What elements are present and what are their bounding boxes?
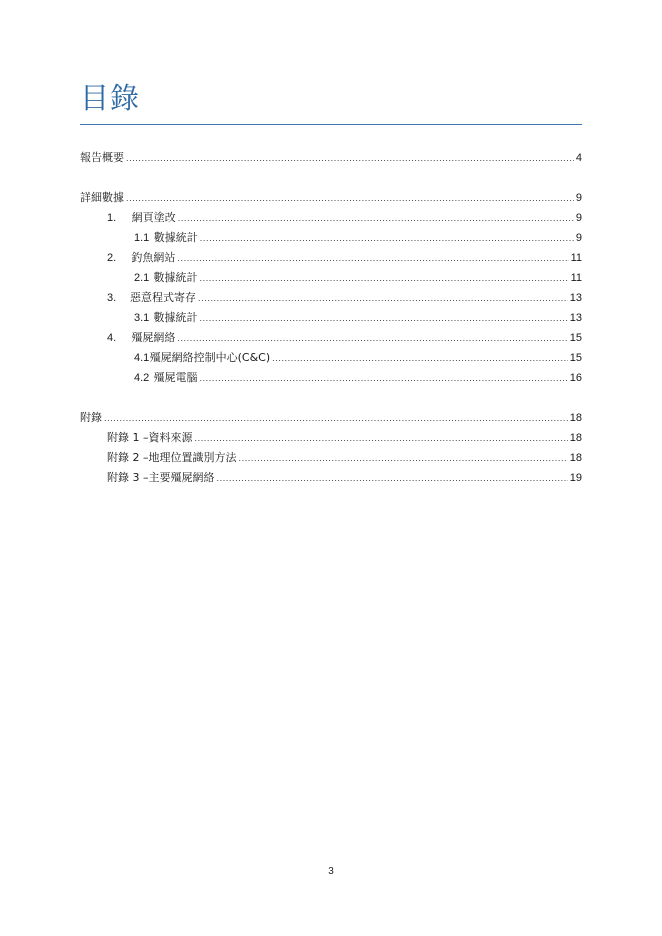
dot-leader xyxy=(177,250,568,266)
toc-entry-malware-hosting[interactable] xyxy=(107,290,582,306)
dot-leader xyxy=(217,470,568,486)
toc-entry-number: 2. xyxy=(107,252,117,264)
toc-entry-overview[interactable] xyxy=(80,150,582,166)
toc-entry-page: 11 xyxy=(570,272,582,284)
toc-entry-page: 15 xyxy=(569,332,582,344)
toc-entry-label: 數據統計 xyxy=(153,231,198,244)
toc-entry-page: 11 xyxy=(570,252,582,264)
toc-entry-number: 3.1 xyxy=(134,312,150,324)
toc-entry-appendix[interactable] xyxy=(80,410,582,426)
toc-entry-defacement[interactable] xyxy=(107,210,582,226)
toc-entry-page: 13 xyxy=(569,292,582,304)
toc-entry-label: 數據統計 xyxy=(153,271,198,284)
toc-entry-bots[interactable] xyxy=(134,370,582,386)
toc-entry-label: 殭屍網絡控制中心(C&C) xyxy=(149,351,271,364)
dot-leader xyxy=(178,210,574,226)
toc-entry-page: 18 xyxy=(569,412,582,424)
toc-entry-label: 附錄 2 –地理位置識別方法 xyxy=(107,451,237,464)
toc-entry-page: 18 xyxy=(569,452,582,464)
toc-entry-defacement-stats[interactable] xyxy=(134,230,582,246)
toc-entry-page: 15 xyxy=(569,352,582,364)
dot-leader xyxy=(199,370,567,386)
toc-entry-phishing[interactable] xyxy=(107,250,582,266)
toc-entry-appendix-2[interactable] xyxy=(107,450,582,466)
toc-entry-number: 4.1 xyxy=(134,352,150,364)
dot-leader xyxy=(200,230,574,246)
toc-entry-botnet-cc[interactable] xyxy=(134,350,582,366)
toc-heading: 目錄 xyxy=(80,81,141,115)
dot-leader xyxy=(104,410,568,426)
dot-leader xyxy=(198,290,568,306)
toc-entry-page: 9 xyxy=(575,232,582,244)
dot-leader xyxy=(126,190,574,206)
toc-entry-phishing-stats[interactable] xyxy=(134,270,582,286)
toc-entry-label: 殭屍電腦 xyxy=(153,371,198,384)
toc-entry-label: 網頁塗改 xyxy=(131,211,176,224)
toc-entry-botnet[interactable] xyxy=(107,330,582,346)
toc-entry-number: 2.1 xyxy=(134,272,150,284)
toc-entry-label: 惡意程式寄存 xyxy=(130,291,197,304)
toc-entry-page: 19 xyxy=(569,472,582,484)
toc-entry-number: 1.1 xyxy=(134,232,150,244)
heading-rule xyxy=(80,124,582,125)
dot-leader xyxy=(195,430,568,446)
toc-entry-label: 附錄 xyxy=(80,411,102,424)
toc-entry-page: 9 xyxy=(575,192,582,204)
toc-entry-number: 3. xyxy=(107,292,117,304)
toc-entry-number: 4. xyxy=(107,332,117,344)
dot-leader xyxy=(126,150,574,166)
toc-entry-number: 4.2 xyxy=(134,372,150,384)
toc-entry-number: 1. xyxy=(107,212,117,224)
dot-leader xyxy=(272,350,568,366)
toc-entry-details[interactable] xyxy=(80,190,582,206)
toc-entry-page: 4 xyxy=(575,152,582,164)
toc-entry-label: 附錄 3 –主要殭屍網絡 xyxy=(107,471,215,484)
dot-leader xyxy=(239,450,568,466)
toc-entry-page: 13 xyxy=(569,312,582,324)
toc-entry-malware-stats[interactable] xyxy=(134,310,582,326)
toc-entry-label: 附錄 1 –資料來源 xyxy=(107,431,193,444)
toc-entry-page: 18 xyxy=(569,432,582,444)
toc-entry-label: 報告概要 xyxy=(80,151,124,164)
toc-entry-page: 16 xyxy=(569,372,582,384)
toc-entry-page: 9 xyxy=(575,212,582,224)
toc-entry-label: 殭屍網絡 xyxy=(131,331,176,344)
page-number: 3 xyxy=(328,866,334,877)
dot-leader xyxy=(177,330,567,346)
toc-entry-appendix-3[interactable] xyxy=(107,470,582,486)
dot-leader xyxy=(200,270,569,286)
toc-entry-label: 數據統計 xyxy=(153,311,198,324)
toc-entry-label: 詳細數據 xyxy=(80,191,124,204)
dot-leader xyxy=(199,310,567,326)
toc-entry-label: 釣魚網站 xyxy=(131,251,176,264)
toc-entry-appendix-1[interactable] xyxy=(107,430,582,446)
